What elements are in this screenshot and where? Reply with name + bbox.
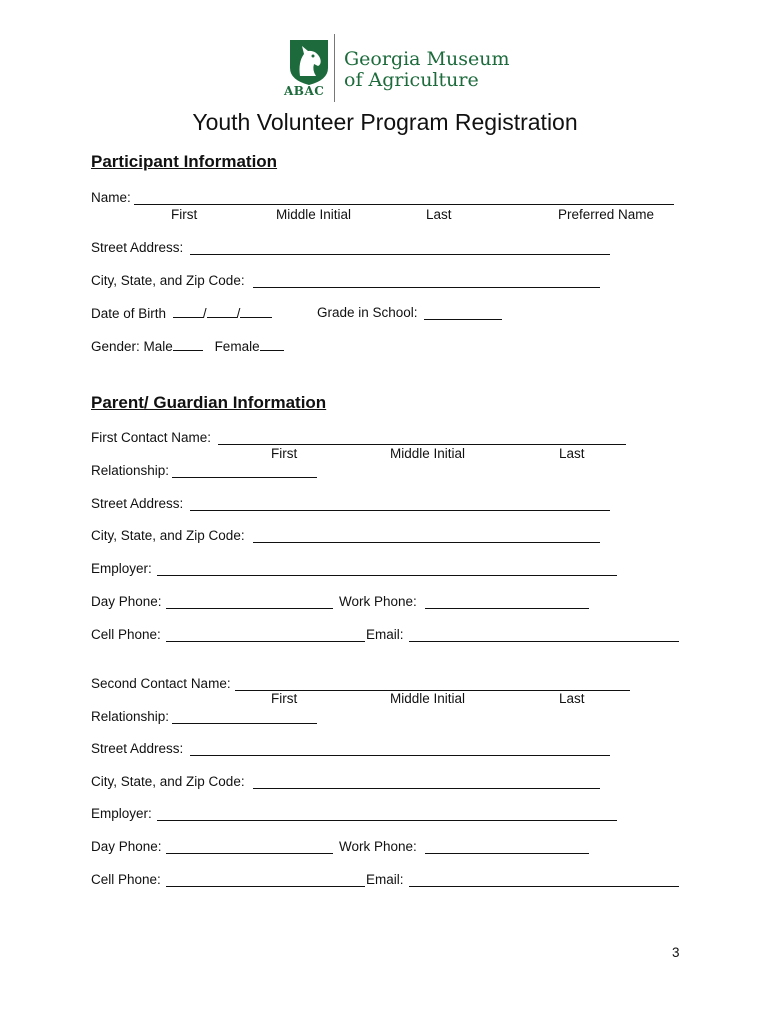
second-work-phone-label: Work Phone: xyxy=(339,839,417,854)
second-employer-field[interactable] xyxy=(157,820,617,821)
logo-line-2: of Agriculture xyxy=(344,69,479,91)
city-field[interactable] xyxy=(253,287,600,288)
street-field[interactable] xyxy=(190,254,610,255)
logo-line-1: Georgia Museum xyxy=(344,48,510,70)
first-work-phone-label: Work Phone: xyxy=(339,594,417,609)
grade-label: Grade in School: xyxy=(317,305,418,320)
second-work-phone-field[interactable] xyxy=(425,853,589,854)
second-city-label: City, State, and Zip Code: xyxy=(91,774,245,789)
name-sub-preferred: Preferred Name xyxy=(558,207,655,222)
first-relationship-field[interactable] xyxy=(172,477,317,478)
grade-field[interactable] xyxy=(424,319,502,320)
first-contact-sub-last: Last xyxy=(559,446,585,461)
first-contact-label: First Contact Name: xyxy=(91,430,212,445)
second-day-phone-field[interactable] xyxy=(166,853,333,854)
name-sub-last: Last xyxy=(426,207,452,222)
second-day-phone-label: Day Phone: xyxy=(91,839,162,854)
second-contact-sub-last: Last xyxy=(559,691,585,706)
second-cell-phone-label: Cell Phone: xyxy=(91,872,161,887)
guardian-heading: Parent/ Guardian Information xyxy=(91,393,327,412)
gender-male-field[interactable] xyxy=(173,338,203,351)
first-email-field[interactable] xyxy=(409,641,679,642)
second-employer-label: Employer: xyxy=(91,806,152,821)
second-contact-sub-middle: Middle Initial xyxy=(390,691,466,706)
first-street-field[interactable] xyxy=(190,510,610,511)
gender-label: Gender: Male xyxy=(91,339,173,354)
first-email-label: Email: xyxy=(366,627,404,642)
second-contact-sub-first: First xyxy=(271,691,298,706)
first-employer-label: Employer: xyxy=(91,561,152,576)
first-employer-field[interactable] xyxy=(157,575,617,576)
name-sub-middle: Middle Initial xyxy=(276,207,352,222)
abac-wordmark: ABAC xyxy=(284,84,325,98)
first-city-field[interactable] xyxy=(253,542,600,543)
first-contact-field[interactable] xyxy=(218,444,626,445)
first-cell-phone-label: Cell Phone: xyxy=(91,627,161,642)
page-title: Youth Volunteer Program Registration xyxy=(192,109,578,135)
name-field[interactable] xyxy=(134,204,674,205)
first-cell-phone-field[interactable] xyxy=(166,641,365,642)
second-street-field[interactable] xyxy=(190,755,610,756)
dob-slash-1: / xyxy=(202,306,207,321)
first-relationship-label: Relationship: xyxy=(91,463,170,478)
dob-row xyxy=(91,305,272,321)
name-sub-first: First xyxy=(171,207,198,222)
second-street-label: Street Address: xyxy=(91,741,184,756)
second-email-field[interactable] xyxy=(409,886,679,887)
dob-slash-2: / xyxy=(236,306,241,321)
dob-year-field[interactable] xyxy=(240,305,272,318)
participant-heading: Participant Information xyxy=(91,152,278,171)
page-number: 3 xyxy=(672,945,680,960)
first-street-label: Street Address: xyxy=(91,496,184,511)
second-cell-phone-field[interactable] xyxy=(166,886,365,887)
female-label: Female xyxy=(214,339,260,354)
museum-logo xyxy=(284,34,510,104)
horse-head-icon xyxy=(286,38,332,86)
second-email-label: Email: xyxy=(366,872,404,887)
second-contact-label: Second Contact Name: xyxy=(91,676,231,691)
second-relationship-label: Relationship: xyxy=(91,709,170,724)
street-label: Street Address: xyxy=(91,240,184,255)
first-contact-sub-middle: Middle Initial xyxy=(390,446,466,461)
second-relationship-field[interactable] xyxy=(172,723,317,724)
first-day-phone-label: Day Phone: xyxy=(91,594,162,609)
dob-label: Date of Birth xyxy=(91,306,167,321)
city-label: City, State, and Zip Code: xyxy=(91,273,245,288)
gender-row xyxy=(91,338,284,354)
first-day-phone-field[interactable] xyxy=(166,608,333,609)
first-work-phone-field[interactable] xyxy=(425,608,589,609)
dob-day-field[interactable] xyxy=(207,305,237,318)
second-city-field[interactable] xyxy=(253,788,600,789)
logo-divider xyxy=(334,34,335,102)
dob-month-field[interactable] xyxy=(173,305,203,318)
first-city-label: City, State, and Zip Code: xyxy=(91,528,245,543)
gender-female-field[interactable] xyxy=(260,338,284,351)
name-label: Name: xyxy=(91,190,131,205)
first-contact-sub-first: First xyxy=(271,446,298,461)
